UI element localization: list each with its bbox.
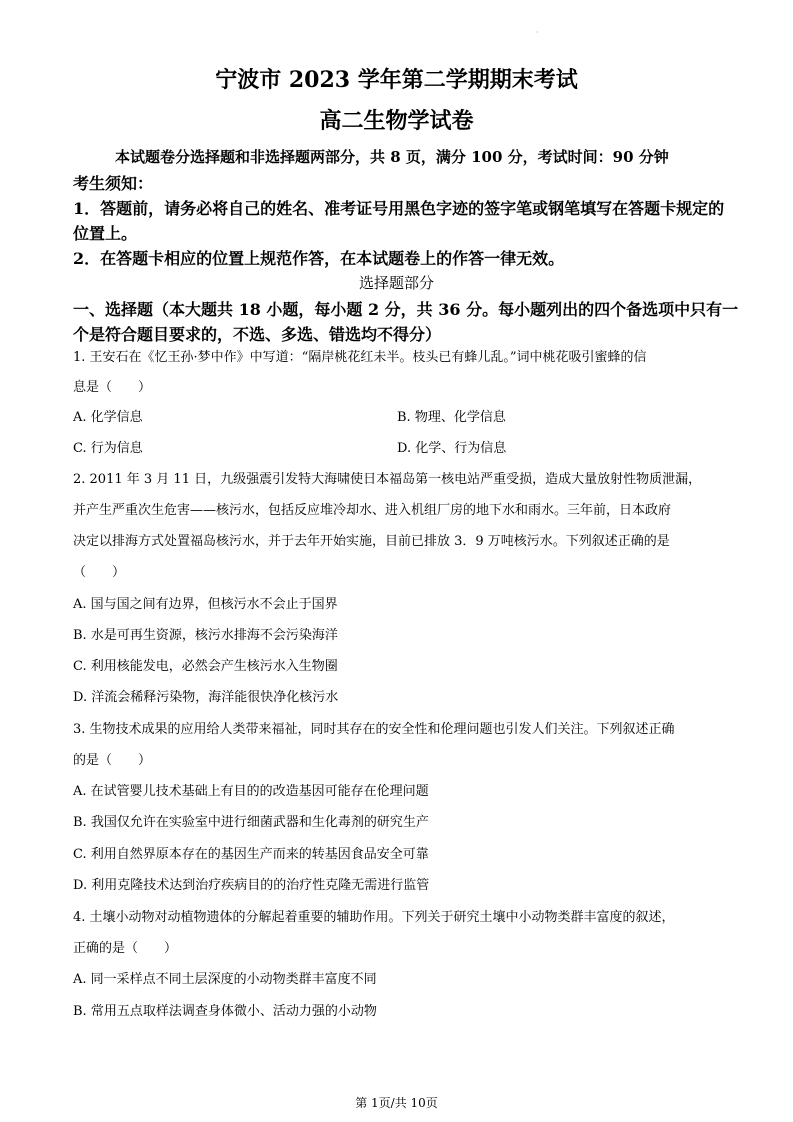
exam-subtitle: 高二生物学试卷: [319, 108, 474, 134]
scan-dot: ·: [536, 28, 539, 37]
notice-title: 考生须知：: [73, 174, 154, 193]
q4-option-b: B. 常用五点取样法调查身体微小、活动力强的小动物: [73, 1004, 377, 1019]
section-header-cont: 个是符合题目要求的，不选、多选、错选均不得分）: [73, 325, 442, 344]
q2-option-a: A. 国与国之间有边界，但核污水不会止于国界: [73, 597, 338, 612]
q3-option-a: A. 在试管婴儿技术基础上有目的的改造基因可能存在伦理问题: [73, 784, 429, 799]
q2-stem-cont-3: （ ）: [73, 565, 126, 580]
q2-option-b: B. 水是可再生资源，核污水排海不会污染海洋: [73, 628, 338, 643]
q1-stem-cont: 息是（ ）: [73, 380, 152, 395]
section-header: 一、选择题（本大题共 18 小题，每小题 2 分，共 36 分。每小题列出的四个备选项中只有一: [73, 300, 739, 319]
q2-stem-cont-2: 决定以排海方式处置福岛核污水，并于去年开始实施，目前已排放 3．9 万吨核污水。下列叙述正确的是: [73, 534, 670, 549]
q3-option-b: B. 我国仅允许在实验室中进行细菌武器和生化毒剂的研究生产: [73, 815, 429, 830]
q4-option-a: A. 同一采样点不同土层深度的小动物类群丰富度不同: [73, 972, 377, 987]
notice-item-1: 1．答题前，请务必将自己的姓名、准考证号用黑色字迹的签字笔或钢笔填写在答题卡规定的: [73, 199, 725, 218]
exam-info: 本试题卷分选择题和非选择题两部分，共 8 页，满分 100 分，考试时间：90 分钟: [115, 148, 669, 166]
exam-title: 宁波市 2023 学年第二学期期末考试: [215, 67, 578, 93]
q4-stem: 4. 土壤小动物对动植物遗体的分解起着重要的辅助作用。下列关于研究土壤中小动物类群丰富度的叙述，: [73, 910, 675, 925]
q4-stem-cont: 正确的是（ ）: [73, 941, 178, 956]
notice-item-1-cont: 位置上。: [73, 224, 138, 243]
page-number: 第 1页/共 10页: [355, 1096, 438, 1110]
notice-item-2: 2．在答题卡相应的位置上规范作答，在本试题卷上的作答一律无效。: [73, 249, 565, 268]
q2-stem-cont-1: 并产生严重次生危害——核污水，包括反应堆冷却水、进入机组厂房的地下水和雨水。三年前，日本政府: [73, 503, 672, 518]
q1-option-d: D. 化学、行为信息: [397, 441, 507, 456]
q2-option-d: D. 洋流会稀释污染物，海洋能很快净化核污水: [73, 690, 339, 705]
q3-option-d: D. 利用克隆技术达到治疗疾病目的的治疗性克隆无需进行监管: [73, 878, 430, 893]
q3-stem-cont: 的是（ ）: [73, 753, 152, 768]
section-title: 选择题部分: [358, 274, 434, 292]
q3-option-c: C. 利用自然界原本存在的基因生产而来的转基因食品安全可靠: [73, 847, 429, 862]
q2-option-c: C. 利用核能发电，必然会产生核污水入生物圈: [73, 659, 338, 674]
q3-stem: 3. 生物技术成果的应用给人类带来福祉，同时其存在的安全性和伦理问题也引发人们关注。下列叙述正确: [73, 722, 675, 737]
q1-option-a: A. 化学信息: [73, 410, 143, 425]
q2-stem: 2. 2011 年 3 月 11 日，九级强震引发特大海啸使日本福岛第一核电站严重受损，造成大量放射性物质泄漏，: [73, 472, 702, 487]
q1-option-c: C. 行为信息: [73, 441, 143, 456]
q1-option-b: B. 物理、化学信息: [397, 410, 506, 425]
q1-stem: 1. 王安石在《忆王孙·梦中作》中写道：“隔岸桃花红未半。枝头已有蜂儿乱。”词中桃花吸引蜜蜂的信: [73, 350, 647, 365]
